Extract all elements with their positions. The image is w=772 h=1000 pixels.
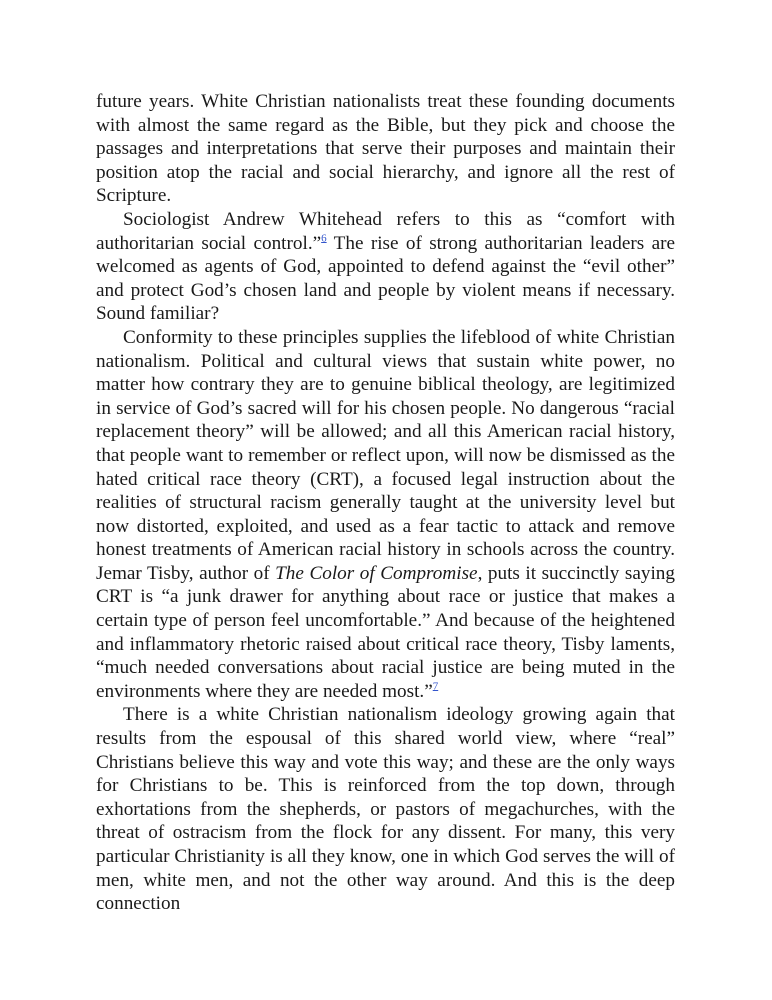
paragraph-4-text: There is a white Christian nationalism ideology growing again that results from the espousal of this shared world view, where “real” Christians believe this way and vote this way; and these are the only ways for Christians to be. This is reinforced from the top down, through exhortations from the shepherds, or pastors of megachurches, with the threat of ostracism from the flock for any dissent. For many, this very particular Christianity is all they know, one in which God serves the will of men, white men, and not the other way around. And this is the deep connection — [96, 704, 675, 915]
paragraph-1-text: future years. White Christian nationalists treat these founding documents with almost the same regard as the Bible, but they pick and choose the passages and interpretations that serve their purposes and maintain their position atop the racial and social hierarchy, and ignore all the rest of Scripture. — [96, 91, 675, 207]
paragraph-2 — [96, 208, 675, 326]
book-page — [96, 90, 675, 916]
paragraph-3-text-end: , puts it succinctly saying CRT is “a junk drawer for anything about race or justice that makes a certain type of person feel uncomfortable.” And because of the heightened and inflammatory rhetoric raised about critical race theory, Tisby laments, “much needed conversations about racial justice are being muted in the environments where they are needed most.” — [96, 562, 675, 702]
book-title: The Color of Compromise — [275, 562, 478, 584]
paragraph-2-text-end: The rise of strong authoritarian leaders are welcomed as agents of God, appointed to defend against the “evil other” and protect God’s chosen land and people by violent means if necessary. Sound familiar? — [96, 232, 675, 325]
paragraph-2-text-start: Sociologist Andrew Whitehead refers to this as “comfort with authoritarian social control.” — [96, 208, 675, 254]
paragraph-4 — [96, 703, 675, 915]
footnote-link-7[interactable]: 7 — [432, 680, 439, 693]
paragraph-3 — [96, 326, 675, 704]
paragraph-3-text-start: Conformity to these principles supplies the lifeblood of white Christian nationalism. Political and cultural views that sustain white power, no matter how contrary they are to genuine biblical theology, are legitimized in service of God’s sacred will for his chosen people. No dangerous “racial replacement theory” will be allowed; and all this American racial history, that people want to remember or reflect upon, will now be dismissed as the hated critical race theory (CRT), a focused legal instruction about the realities of structural racism generally taught at the university level but now distorted, exploited, and used as a fear tactic to attack and remove honest treatments of American racial history in schools across the country. Jemar Tisby, author of — [96, 326, 675, 584]
paragraph-1 — [96, 90, 675, 208]
footnote-link-6[interactable]: 6 — [321, 232, 327, 245]
